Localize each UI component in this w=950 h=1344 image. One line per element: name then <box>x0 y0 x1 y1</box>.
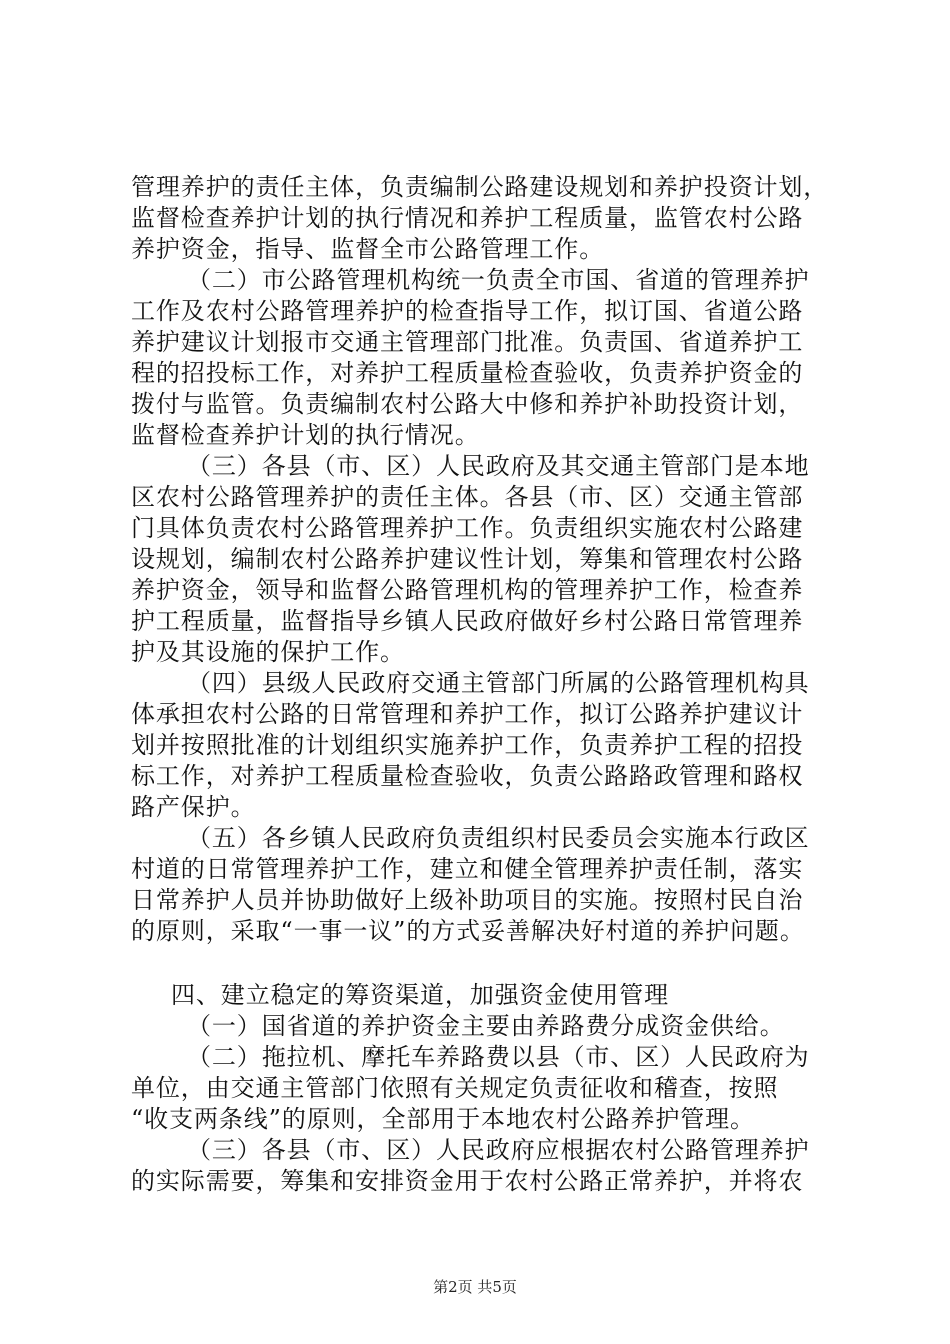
text-line: “收支两条线”的原则，全部用于本地农村公路养护管理。 <box>131 1105 755 1133</box>
text-line: 护及其设施的保护工作。 <box>131 638 405 666</box>
page-number: 第2页 <box>433 1278 473 1296</box>
text-line: 监督检查养护计划的执行情况和养护工程质量，监管农村公路 <box>131 204 804 232</box>
text-line: 路产保护。 <box>131 793 256 821</box>
paragraph-start: （一）国省道的养护资金主要由养路费分成资金供给。 <box>187 1012 785 1040</box>
paragraph-start: （二）拖拉机、摩托车养路费以县（市、区）人民政府为 <box>187 1043 810 1071</box>
text-line: 体承担农村公路的日常管理和养护工作，拟订公路养护建议计 <box>131 700 804 728</box>
text-line: 标工作，对养护工程质量检查验收，负责公路路政管理和路权 <box>131 762 804 790</box>
text-line: 养护资金，领导和监督公路管理机构的管理养护工作，检查养 <box>131 576 804 604</box>
text-line: 村道的日常管理养护工作，建立和健全管理养护责任制，落实 <box>131 855 804 883</box>
text-line: 设规划，编制农村公路养护建议性计划，筹集和管理农村公路 <box>131 545 804 573</box>
text-line: 拨付与监管。负责编制农村公路大中修和养护补助投资计划， <box>131 390 804 418</box>
text-line: 养护建议计划报市交通主管理部门批准。负责国、省道养护工 <box>131 328 804 356</box>
text-line: 单位，由交通主管部门依照有关规定负责征收和稽查，按照 <box>131 1074 779 1102</box>
paragraph-start: （三）各县（市、区）人民政府应根据农村公路管理养护 <box>187 1136 810 1164</box>
text-line: 划并按照批准的计划组织实施养护工作，负责养护工程的招投 <box>131 731 804 759</box>
paragraph-start: （二）市公路管理机构统一负责全市国、省道的管理养护 <box>187 266 810 294</box>
text-line: 的实际需要，筹集和安排资金用于农村公路正常养护，并将农 <box>131 1167 804 1195</box>
text-line: 监督检查养护计划的执行情况。 <box>131 421 480 449</box>
text-line: 的原则，采取“一事一议”的方式妥善解决好村道的养护问题。 <box>131 917 805 945</box>
text-line: 区农村公路管理养护的责任主体。各县（市、区）交通主管部 <box>131 483 804 511</box>
paragraph-start: （三）各县（市、区）人民政府及其交通主管部门是本地 <box>187 452 810 480</box>
text-line: 门具体负责农村公路管理养护工作。负责组织实施农村公路建 <box>131 514 804 542</box>
section-heading: 四、建立稳定的筹资渠道，加强资金使用管理 <box>171 981 669 1009</box>
text-line: 日常养护人员并协助做好上级补助项目的实施。按照村民自治 <box>131 886 804 914</box>
paragraph-spacer <box>131 947 851 980</box>
document-body <box>131 172 851 1197</box>
text-line: 养护资金，指导、监督全市公路管理工作。 <box>131 235 605 263</box>
text-line: 程的招投标工作，对养护工程质量检查验收，负责养护资金的 <box>131 359 804 387</box>
text-line: 护工程质量，监督指导乡镇人民政府做好乡村公路日常管理养 <box>131 607 804 635</box>
text-line: 工作及农村公路管理养护的检查指导工作，拟订国、省道公路 <box>131 297 804 325</box>
text-line: 管理养护的责任主体，负责编制公路建设规划和养护投资计划， <box>131 173 829 201</box>
page-footer <box>0 1277 950 1297</box>
paragraph-start: （五）各乡镇人民政府负责组织村民委员会实施本行政区 <box>187 824 810 852</box>
paragraph-start: （四）县级人民政府交通主管部门所属的公路管理机构具 <box>187 669 810 697</box>
page-total: 共5页 <box>477 1278 517 1296</box>
